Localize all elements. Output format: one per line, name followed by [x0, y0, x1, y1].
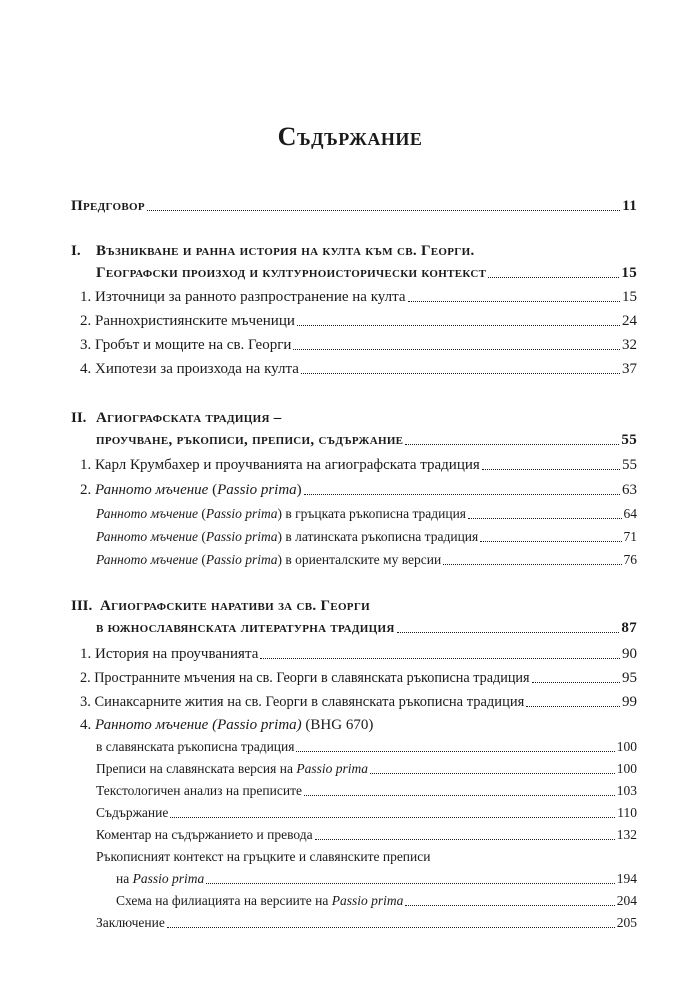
toc-entry-preface[interactable] [71, 197, 637, 215]
leader-dots [443, 563, 621, 565]
leader-dots [301, 372, 620, 374]
toc-entry-page: 205 [616, 915, 637, 930]
toc-entry-chapter2[interactable] [96, 431, 637, 449]
chapter-title-line2: в южнославянската литературна традиция [96, 620, 395, 636]
leader-dots [297, 324, 620, 326]
toc-subentry[interactable] [96, 782, 637, 800]
toc-entry-page: 24 [622, 313, 637, 329]
toc-entry-label: 3. Гробът и мощите на св. Георги [80, 337, 292, 353]
toc-entry-page: 103 [616, 783, 637, 798]
leader-dots [296, 750, 614, 752]
chapter-title-line1: Агиографските наративи за св. Георги [100, 598, 370, 614]
toc-entry-page: 37 [622, 361, 637, 377]
leader-dots [147, 209, 620, 211]
toc-entry-page: 15 [621, 265, 637, 281]
leader-dots [315, 838, 615, 840]
toc-entry-page: 11 [622, 198, 637, 214]
toc-entry[interactable] [80, 645, 637, 663]
toc-entry-label: Преписи на славянската версия на Passio prima [96, 761, 368, 776]
toc-subentry[interactable] [96, 914, 637, 932]
toc-entry-label: на Passio prima [116, 871, 205, 886]
leader-dots [370, 772, 615, 774]
leader-dots [488, 276, 619, 278]
toc-entry-label: 2. Пространните мъчения на св. Георги в славянската ръкописна традиция [80, 670, 530, 686]
leader-dots [482, 468, 620, 470]
toc-entry[interactable] [80, 456, 637, 474]
leader-dots [260, 657, 620, 659]
toc-subentry[interactable] [96, 760, 637, 778]
toc-entry-page: 99 [622, 694, 637, 710]
toc-entry-page: 63 [622, 482, 637, 498]
toc-entry-line1: 4. Ранното мъчение (Passio prima) (BHG 670) [80, 717, 374, 733]
toc-entry[interactable] [80, 288, 637, 306]
toc-subentry[interactable] [116, 870, 637, 888]
leader-dots [397, 631, 620, 633]
chapter-numeral: II. [71, 410, 87, 426]
chapter-title-line2: проучване, ръкописи, преписи, съдържание [96, 432, 404, 448]
chapter-title-line1: Агиографската традиция – [96, 410, 282, 426]
toc-subentry[interactable] [96, 528, 637, 546]
toc-subentry[interactable] [96, 505, 637, 523]
leader-dots [206, 882, 615, 884]
leader-dots [480, 540, 621, 542]
page-title: Съдържание [277, 122, 423, 151]
leader-dots [526, 705, 620, 707]
toc-entry-page: 64 [623, 506, 637, 521]
toc-entry-page: 194 [616, 871, 637, 886]
toc-entry-page: 132 [616, 827, 637, 842]
toc-entry-label: в славянската ръкописна традиция [96, 739, 295, 754]
toc-subentry[interactable] [96, 551, 637, 569]
toc-entry-label: Схема на филиацията на версиите на Passio prima [116, 893, 404, 908]
toc-entry[interactable] [80, 693, 637, 711]
toc-subentry[interactable] [96, 804, 637, 822]
toc-entry-chapter1[interactable] [96, 264, 637, 282]
toc-entry[interactable] [80, 481, 637, 499]
leader-dots [405, 443, 619, 445]
toc-entry[interactable] [80, 312, 637, 330]
toc-subentry[interactable] [96, 826, 637, 844]
toc-entry-label: Коментар на съдържанието и превода [96, 827, 313, 842]
toc-entry-label: Съдържание [96, 805, 169, 820]
leader-dots [293, 348, 620, 350]
toc-entry-label: Ранното мъчение (Passio prima) в латинската ръкописна традиция [96, 529, 479, 544]
chapter-numeral: III. [71, 598, 93, 614]
toc-subentry-line1: Ръкописният контекст на гръцките и славянските преписи [96, 849, 431, 864]
leader-dots [408, 300, 620, 302]
toc-entry-page: 15 [622, 289, 637, 305]
toc-entry-page: 55 [621, 432, 637, 448]
toc-entry-page: 95 [622, 670, 637, 686]
leader-dots [468, 517, 621, 519]
toc-entry-label: 2. Раннохристиянските мъченици [80, 313, 295, 329]
toc-entry-label: 2. Ранното мъчение (Passio prima) [80, 482, 302, 498]
toc-entry[interactable] [80, 360, 637, 378]
toc-entry-page: 100 [616, 739, 637, 754]
toc-entry-page: 76 [623, 552, 637, 567]
toc-entry-page: 87 [621, 620, 637, 636]
toc-entry-page: 90 [622, 646, 637, 662]
chapter-title-line1: Възникване и ранна история на култа към св. Георги. [96, 243, 475, 259]
toc-entry-label: Текстологичен анализ на преписите [96, 783, 302, 798]
toc-entry-page: 100 [616, 761, 637, 776]
toc-entry-page: 110 [617, 805, 637, 820]
toc-entry-page: 204 [616, 893, 637, 908]
toc-entry[interactable] [96, 738, 637, 756]
leader-dots [304, 794, 615, 796]
leader-dots [170, 816, 615, 818]
toc-entry-label: 1. История на проучванията [80, 646, 259, 662]
toc-entry-page: 55 [622, 457, 637, 473]
toc-entry-label: 1. Карл Крумбахер и проучванията на агиографската традиция [80, 457, 480, 473]
toc-subentry[interactable] [116, 892, 637, 910]
leader-dots [167, 926, 615, 928]
chapter-numeral: I. [71, 243, 81, 259]
toc-entry-label: Предговор [71, 198, 145, 214]
chapter-title-line2: Географски произход и културноисторически контекст [96, 265, 487, 281]
toc-entry-label: Заключение [96, 915, 165, 930]
toc-entry[interactable] [80, 669, 637, 687]
toc-entry-label: Ранното мъчение (Passio prima) в ориенталските му версии [96, 552, 442, 567]
leader-dots [304, 493, 620, 495]
toc-entry[interactable] [80, 336, 637, 354]
toc-entry-label: 4. Хипотези за произхода на култа [80, 361, 299, 377]
toc-entry-label: Ранното мъчение (Passio prima) в гръцката ръкописна традиция [96, 506, 467, 521]
leader-dots [405, 904, 614, 906]
toc-entry-label: 3. Синаксарните жития на св. Георги в славянската ръкописна традиция [80, 694, 525, 710]
toc-entry-page: 71 [623, 529, 637, 544]
toc-entry-chapter3[interactable] [96, 619, 637, 637]
toc-entry-page: 32 [622, 337, 637, 353]
leader-dots [532, 681, 620, 683]
toc-entry-label: 1. Източници за ранното разпространение на култа [80, 289, 406, 305]
